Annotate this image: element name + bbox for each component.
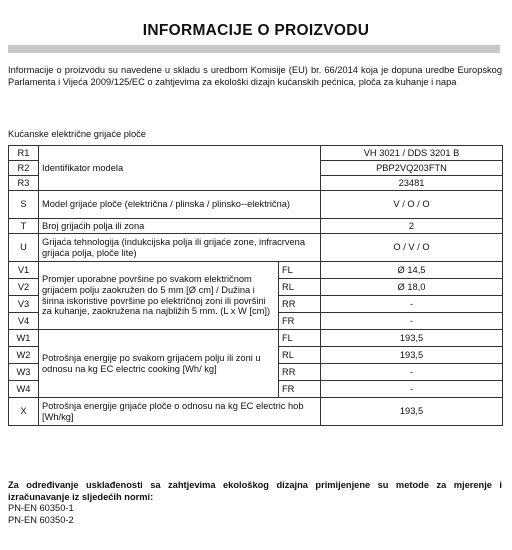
standard-item: PN-EN 60350-2 bbox=[8, 514, 74, 525]
row-label: Potrošnja energije grijaće ploče o odnosu na kg EC electric hob [Wh/kg] bbox=[39, 398, 321, 426]
row-value: - bbox=[321, 364, 503, 381]
row-code: S bbox=[9, 191, 39, 219]
standard-item: PN-EN 60350-1 bbox=[8, 503, 74, 513]
table-row bbox=[9, 219, 503, 234]
product-info-table bbox=[8, 145, 503, 426]
row-label-energy: Potrošnja energije po svakom grijaćem polju ili zoni u odnosu na kg EC electric cooking [Wh/ kg] bbox=[39, 330, 279, 398]
row-code: V3 bbox=[9, 296, 39, 313]
row-value: O / V / O bbox=[321, 234, 503, 262]
row-code: X bbox=[9, 398, 39, 426]
zone-position: RL bbox=[279, 347, 321, 364]
row-code: W3 bbox=[9, 364, 39, 381]
row-code: W4 bbox=[9, 381, 39, 398]
row-code: W2 bbox=[9, 347, 39, 364]
standards-intro: Za određivanje usklađenosti sa zahtjevima ekološkog dizajna primijenjene su metode za mjerenje i izračunavanje iz sljedećih normi: bbox=[8, 480, 502, 502]
row-code: R1 bbox=[9, 146, 39, 161]
zone-position: RR bbox=[279, 296, 321, 313]
table-row bbox=[9, 146, 503, 161]
row-code: U bbox=[9, 234, 39, 262]
page-title: INFORMACIJE O PROIZVODU bbox=[142, 22, 370, 39]
table-row bbox=[9, 330, 503, 347]
table-row bbox=[9, 234, 503, 262]
row-value: 23481 bbox=[321, 176, 503, 191]
standards-note bbox=[8, 480, 502, 526]
table-row bbox=[9, 398, 503, 426]
row-value: 2 bbox=[321, 219, 503, 234]
row-label: Grijaća tehnologija (indukcijska polja ili grijaće zone, infracrvena grijaća polja, ploče lite) bbox=[39, 234, 321, 262]
title-divider-bar bbox=[8, 45, 500, 53]
row-label-diameter: Promjer uporabne površine po svakom električnom grijaćem polju zaokružen do 5 mm [Ø cm] / Dužina i širina iskoristive površine po električnoj zoni ili površini za kuhanje, zaokružena na najbližih 5 mm. (L x W [cm]) bbox=[39, 262, 279, 330]
zone-position: FR bbox=[279, 313, 321, 330]
row-code: V4 bbox=[9, 313, 39, 330]
table-row bbox=[9, 191, 503, 219]
row-value: - bbox=[321, 313, 503, 330]
row-value: Ø 18,0 bbox=[321, 279, 503, 296]
row-value: Ø 14,5 bbox=[321, 262, 503, 279]
zone-position: FR bbox=[279, 381, 321, 398]
row-code: R2 bbox=[9, 161, 39, 176]
table-row bbox=[9, 262, 503, 279]
intro-paragraph: Informacije o proizvodu su navedene u skladu s uredbom Komisije (EU) br. 66/2014 koja je dopuna uredbe Europskog Parlamenta i Vijeća 2009/125/EC o zahtjevima za ekološki dizajn kućanskih pećnica, ploča za kuhanje i napa bbox=[8, 65, 502, 87]
row-value: - bbox=[321, 296, 503, 313]
zone-position: RR bbox=[279, 364, 321, 381]
row-value: VH 3021 / DDS 3201 B bbox=[321, 146, 503, 161]
zone-position: RL bbox=[279, 279, 321, 296]
row-label: Model grijaće ploče (električna / plinska / plinsko--električna) bbox=[39, 191, 321, 219]
row-code: T bbox=[9, 219, 39, 234]
row-code: V2 bbox=[9, 279, 39, 296]
table-caption: Kućanske električne grijaće ploče bbox=[8, 129, 146, 139]
row-value: - bbox=[321, 381, 503, 398]
row-value: 193,5 bbox=[321, 398, 503, 426]
row-value: 193,5 bbox=[321, 347, 503, 364]
zone-position: FL bbox=[279, 330, 321, 347]
row-value: PBP2VQ203FTN bbox=[321, 161, 503, 176]
row-label: Broj grijaćih polja ili zona bbox=[39, 219, 321, 234]
row-value: 193,5 bbox=[321, 330, 503, 347]
row-code: V1 bbox=[9, 262, 39, 279]
zone-position: FL bbox=[279, 262, 321, 279]
row-value: V / O / O bbox=[321, 191, 503, 219]
row-code: R3 bbox=[9, 176, 39, 191]
row-label-model-identifier: Identifikator modela bbox=[39, 146, 321, 191]
row-code: W1 bbox=[9, 330, 39, 347]
